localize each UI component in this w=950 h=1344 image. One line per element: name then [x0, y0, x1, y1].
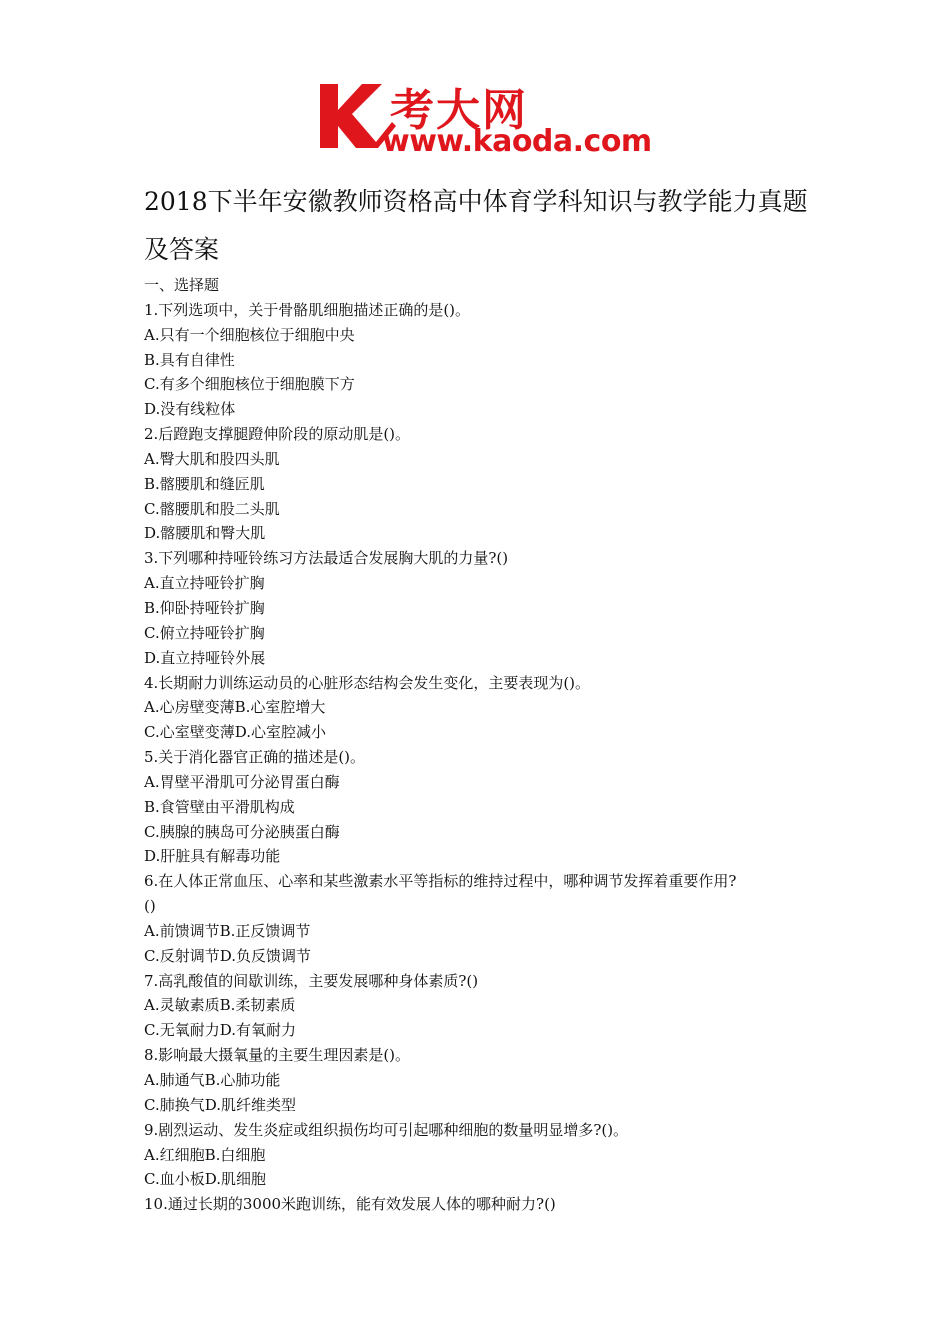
text-line: 4.长期耐力训练运动员的心脏形态结构会发生变化，主要表现为()。: [144, 673, 591, 692]
text-line: 3.下列哪种持哑铃练习方法最适合发展胸大肌的力量?(): [144, 549, 509, 568]
text-line: D.肝脏具有解毒功能: [144, 847, 281, 866]
text-line: C.心室壁变薄D.心室腔减小: [144, 723, 326, 742]
text-line: D.直立持哑铃外展: [144, 648, 266, 667]
text-line: A.灵敏素质B.柔韧素质: [144, 996, 296, 1015]
text-line: C.血小板D.肌细胞: [144, 1170, 266, 1189]
text-line: B.髂腰肌和缝匠肌: [144, 474, 265, 493]
text-line: B.具有自律性: [144, 350, 235, 369]
text-line: B.仰卧持哑铃扩胸: [144, 598, 265, 617]
logo-url-text: www.kaoda.com: [382, 124, 652, 159]
text-line: A.心房壁变薄B.心室腔增大: [144, 698, 326, 717]
text-line: C.俯立持哑铃扩胸: [144, 623, 265, 642]
text-line: 5.关于消化器官正确的描述是()。: [144, 748, 366, 767]
text-line: A.胃壁平滑肌可分泌胃蛋白酶: [144, 772, 340, 791]
text-line: 2.后蹬跑支撑腿蹬伸阶段的原动肌是()。: [144, 425, 411, 444]
text-line: A.只有一个细胞核位于细胞中央: [144, 325, 355, 344]
text-line: C.有多个细胞核位于细胞膜下方: [144, 375, 355, 394]
text-line: D.没有线粒体: [144, 400, 236, 419]
text-line: A.肺通气B.心肺功能: [144, 1071, 281, 1089]
text-line: A.臀大肌和股四头肌: [144, 449, 280, 468]
text-line: A.直立持哑铃扩胸: [144, 574, 265, 593]
text-line: C.反射调节D.负反馈调节: [144, 946, 311, 965]
text-line: B.食管壁由平滑肌构成: [144, 797, 295, 816]
document-title: 2018下半年安徽教师资格高中体育学科知识与教学能力真题及答案: [144, 187, 808, 264]
kaoda-logo: [318, 80, 652, 160]
logo-chinese-text: 考大网: [390, 85, 528, 136]
question-list: [144, 273, 824, 1217]
text-line: A.前馈调节B.正反馈调节: [144, 921, 311, 940]
text-line: 一、选择题: [144, 276, 220, 294]
text-line: 6.在人体正常血压、心率和某些激素水平等指标的维持过程中，哪种调节发挥着重要作用?: [144, 872, 737, 891]
text-line: 7.高乳酸值的间歇训练，主要发展哪种身体素质?(): [144, 971, 479, 990]
text-line: 10.通过长期的3000米跑训练，能有效发展人体的哪种耐力?(): [144, 1195, 556, 1214]
text-line: 8.影响最大摄氧量的主要生理因素是()。: [144, 1046, 411, 1065]
text-line: A.红细胞B.白细胞: [144, 1145, 266, 1164]
text-line: (): [144, 897, 156, 916]
text-line: C.无氧耐力D.有氧耐力: [144, 1021, 296, 1040]
text-line: C.髂腰肌和股二头肌: [144, 499, 280, 518]
text-line: D.髂腰肌和臀大肌: [144, 524, 266, 543]
text-line: 1.下列选项中，关于骨骼肌细胞描述正确的是()。: [144, 300, 471, 319]
text-line: 9.剧烈运动、发生炎症或组织损伤均可引起哪种细胞的数量明显增多?()。: [144, 1120, 629, 1139]
text-line: C.胰腺的胰岛可分泌胰蛋白酶: [144, 822, 340, 841]
text-line: C.肺换气D.肌纤维类型: [144, 1095, 296, 1114]
